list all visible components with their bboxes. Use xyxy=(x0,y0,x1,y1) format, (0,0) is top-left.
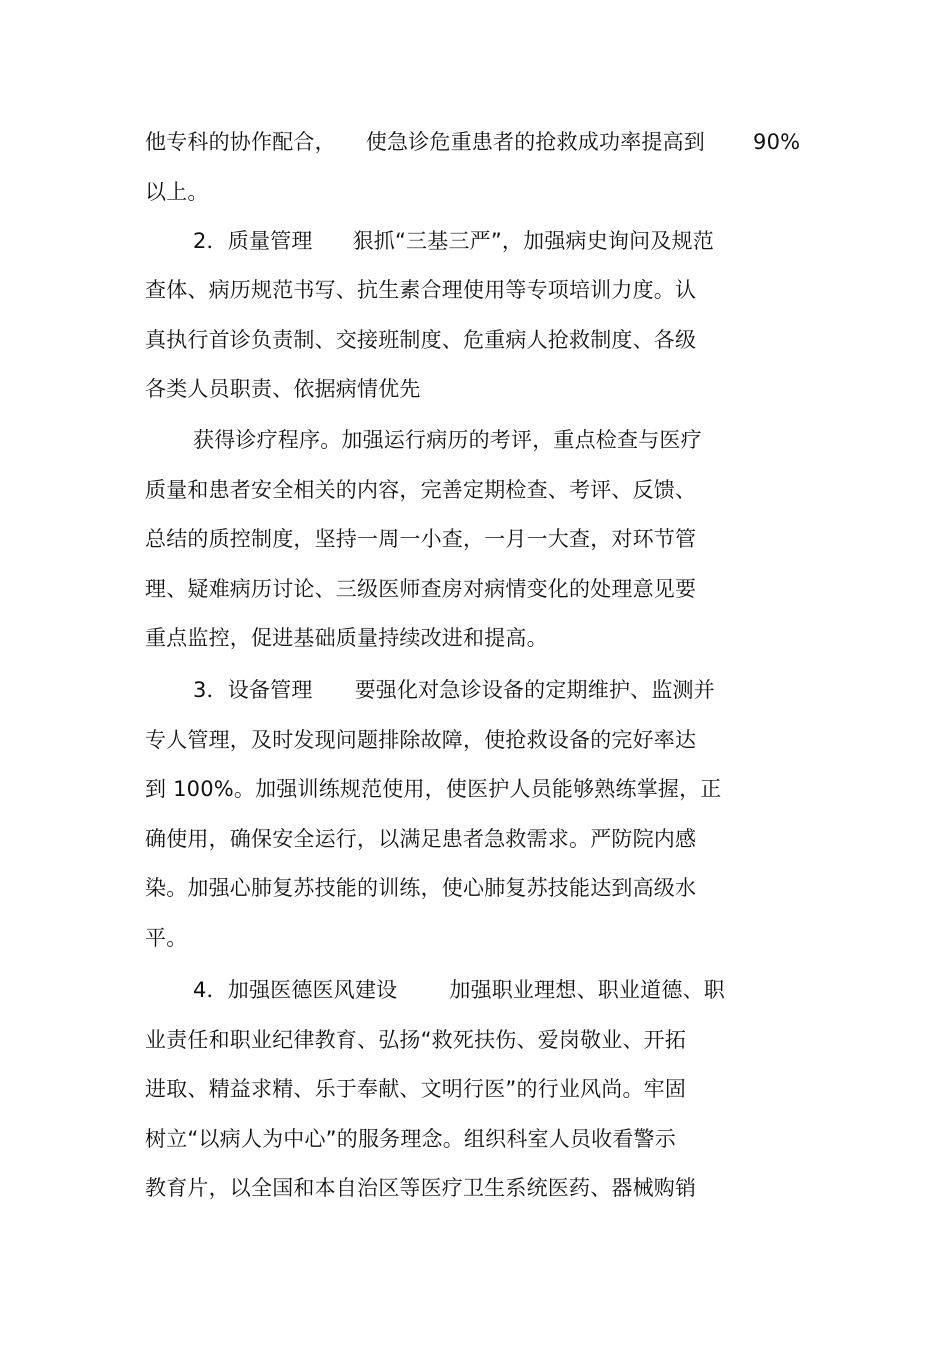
text-line-9 xyxy=(145,524,696,554)
section-title: 2．质量管理 xyxy=(193,229,313,253)
text-line-22 xyxy=(145,1173,696,1203)
text-line-5 xyxy=(145,325,696,355)
text-segment: 要强化对急诊设备的定期维护、监测并 xyxy=(354,678,715,702)
text-segment: 真执行首诊负责制、交接班制度、危重病人抢救制度、各级 xyxy=(145,328,697,352)
text-segment: 业责任和职业纪律教育、弘扬“救死扶伤、爱岗敬业、开拓 xyxy=(145,1028,687,1052)
text-line-2 xyxy=(145,177,209,207)
text-segment: ，加强病史询问及规范 xyxy=(501,229,714,253)
text-segment: 平。 xyxy=(145,926,188,950)
section-heading-equipment xyxy=(193,675,715,705)
text-segment: 总结的质控制度，坚持一周一小查，一月一大查，对环节管 xyxy=(145,527,697,551)
text-line-16 xyxy=(145,873,696,903)
text-line-10 xyxy=(145,574,696,604)
text-line-7 xyxy=(193,425,702,455)
text-segment: 使急诊危重患者的抢救成功率提高到 xyxy=(365,130,706,154)
text-line-1 xyxy=(145,127,800,157)
text-line-8 xyxy=(145,475,696,505)
text-segment: 各类人员职责、依据病情优先 xyxy=(145,377,421,401)
text-line-4 xyxy=(145,275,696,305)
text-line-17 xyxy=(145,923,187,953)
text-segment: 到 100%。加强训练规范使用，使医护人员能够熟练掌握，正 xyxy=(145,777,722,801)
text-line-20 xyxy=(145,1074,686,1104)
text-segment: 确使用，确保安全运行，以满足患者急救需求。严防院内感 xyxy=(145,827,697,851)
text-segment: 查体、病历规范书写、抗生素合理使用等专项培训力度。认 xyxy=(145,278,697,302)
text-segment: 染。加强心肺复苏技能的训练，使心肺复苏技能达到高级水 xyxy=(145,876,697,900)
text-segment: 进取、精益求精、乐于奉献、文明行医”的行业风尚。牢固 xyxy=(145,1077,687,1101)
section-heading-quality xyxy=(193,226,714,256)
percent-value: 90% xyxy=(753,130,801,154)
text-segment: 专人管理，及时发现问题排除故障，使抢救设备的完好率达 xyxy=(145,728,697,752)
text-segment: 以上。 xyxy=(145,180,209,204)
text-line-6 xyxy=(145,374,421,404)
text-line-21 xyxy=(145,1124,676,1154)
text-segment: 他专科的协作配合， xyxy=(145,130,336,154)
text-line-15 xyxy=(145,824,696,854)
text-segment: 教育片，以全国和本自治区等医疗卫生系统医药、器械购销 xyxy=(145,1176,697,1200)
text-segment: 狠抓“三基三严” xyxy=(352,229,502,253)
section-heading-ethics xyxy=(193,975,725,1005)
text-segment: 理、疑难病历讨论、三级医师查房对病情变化的处理意见要 xyxy=(145,577,697,601)
section-title: 4．加强医德医风建设 xyxy=(193,978,398,1002)
text-segment: 重点监控，促进基础质量持续改进和提高。 xyxy=(145,626,548,650)
section-title: 3．设备管理 xyxy=(193,678,313,702)
text-segment: 质量和患者安全相关的内容，完善定期检查、考评、反馈、 xyxy=(145,478,697,502)
text-line-14 xyxy=(145,774,722,804)
text-line-19 xyxy=(145,1025,686,1055)
text-line-13 xyxy=(145,725,696,755)
text-segment: 树立“以病人为中心”的服务理念。组织科室人员收看警示 xyxy=(145,1127,676,1151)
text-segment: 加强职业理想、职业道德、职 xyxy=(449,978,725,1002)
text-line-11 xyxy=(145,623,548,653)
text-segment: 获得诊疗程序。加强运行病历的考评，重点检查与医疗 xyxy=(193,428,702,452)
